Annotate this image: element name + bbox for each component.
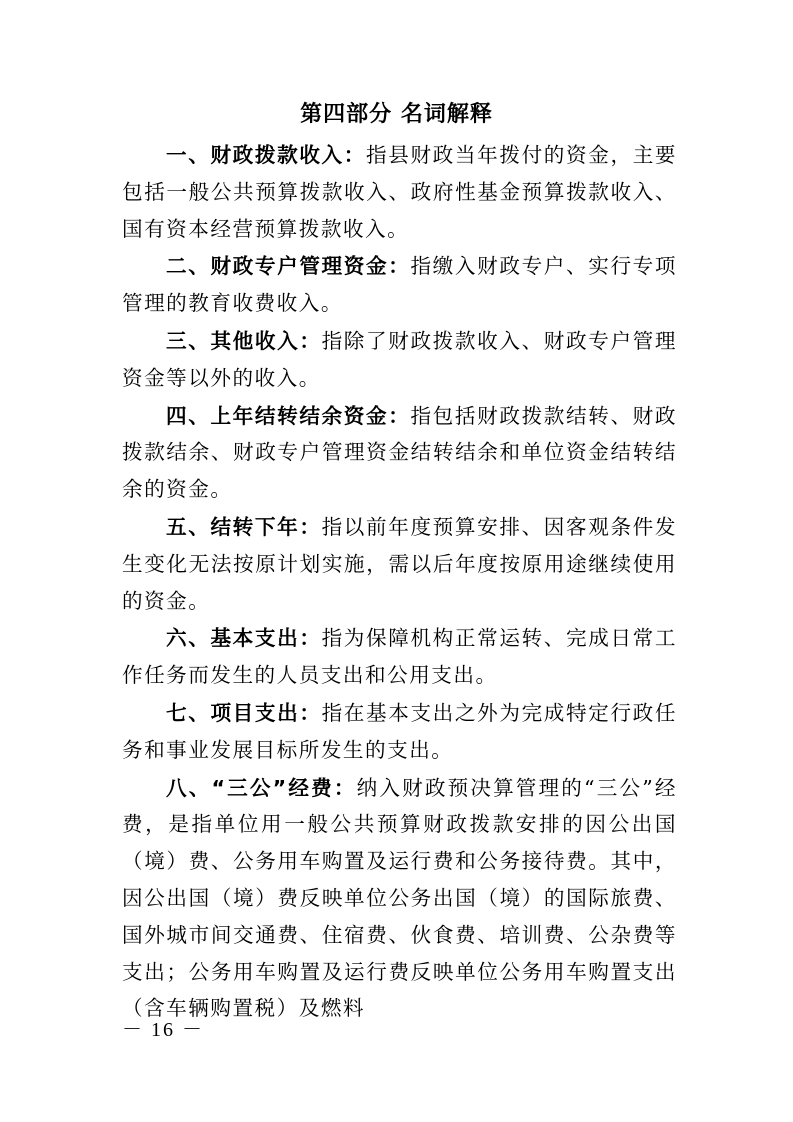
term-label: 八、“三公”经费： bbox=[166, 775, 357, 800]
term-label: 七、项目支出： bbox=[166, 700, 322, 725]
term-text: 指为保障机构正常运转、完成日常工作任务而发生的人员支出和公用支出。 bbox=[122, 626, 677, 688]
term-text: 指包括财政拨款结转、财政拨款结余、财政专户管理资金结转结余和单位资金结转结余的资金。 bbox=[122, 403, 677, 502]
term-text: 指在基本支出之外为完成特定行政任务和事业发展目标所发生的支出。 bbox=[122, 700, 677, 762]
terms-list bbox=[122, 137, 677, 1028]
term-label: 一、财政拨款收入： bbox=[166, 143, 367, 167]
term-label: 二、财政专户管理资金： bbox=[166, 254, 411, 279]
term-item-2 bbox=[122, 248, 677, 322]
term-item-4 bbox=[122, 398, 677, 508]
term-text: 指以前年度预算安排、因客观条件发生变化无法按原计划实施，需以后年度按原用途继续使用的资金。 bbox=[122, 514, 677, 613]
term-item-5 bbox=[122, 509, 677, 619]
term-item-6 bbox=[122, 620, 677, 694]
term-item-1 bbox=[122, 137, 677, 247]
term-item-8 bbox=[122, 770, 677, 1028]
term-text: 纳入财政预决算管理的“三公”经费，是指单位用一般公共预算财政拨款安排的因公出国（境）费、公务用车购置及运行费和公务接待费。其中，因公出国（境）费反映单位公务出国（境）的国际旅费、国外城市间交通费、住宿费、伙食费、培训费、公杂费等支出；公务用车购置及运行费反映单位公务用车购置支出（含车辆购置税）及燃料 bbox=[122, 775, 677, 1021]
term-label: 四、上年结转结余资金： bbox=[166, 403, 411, 428]
term-label: 六、基本支出： bbox=[166, 626, 322, 651]
term-label: 三、其他收入： bbox=[166, 328, 322, 353]
term-text: 指县财政当年拨付的资金，主要包括一般公共预算拨款收入、政府性基金预算拨款收入、国有资本经营预算拨款收入。 bbox=[122, 143, 678, 241]
term-item-3 bbox=[122, 323, 677, 397]
term-label: 五、结转下年： bbox=[166, 514, 322, 539]
term-text: 指除了财政拨款收入、财政专户管理资金等以外的收入。 bbox=[122, 328, 677, 390]
term-item-7 bbox=[122, 695, 677, 769]
page-title: 第四部分 名词解释 bbox=[300, 102, 493, 127]
term-text: 指缴入财政专户、实行专项管理的教育收费收入。 bbox=[122, 254, 677, 316]
page-number: － 16 － bbox=[122, 1019, 204, 1041]
